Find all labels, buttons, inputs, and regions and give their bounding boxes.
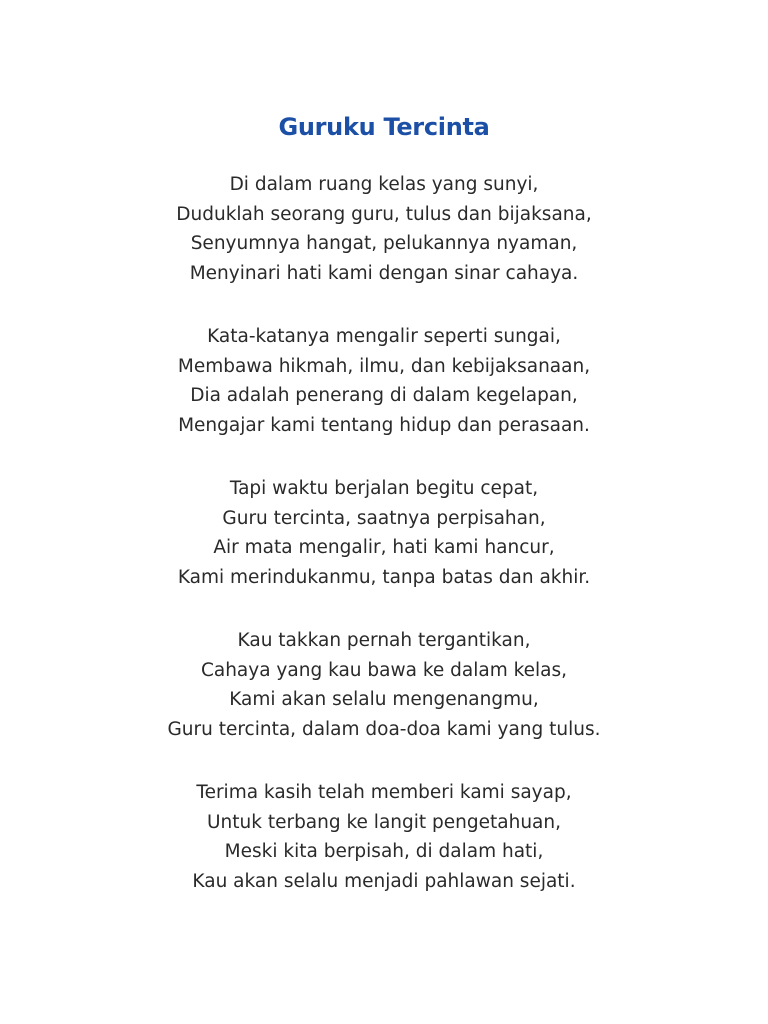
poem-line: Di dalam ruang kelas yang sunyi, (229, 174, 539, 195)
stanza-2 (0, 322, 768, 440)
poem-line: Air mata mengalir, hati kami hancur, (213, 537, 555, 558)
stanza-4 (0, 626, 768, 744)
poem-line: Tapi waktu berjalan begitu cepat, (229, 478, 539, 499)
poem-line: Kami merindukanmu, tanpa batas dan akhir. (177, 566, 591, 588)
poem-line: Kau takkan pernah tergantikan, (237, 630, 531, 651)
poem-body (0, 170, 768, 930)
stanza-5 (0, 778, 768, 896)
poem-line: Mengajar kami tentang hidup dan perasaan. (178, 414, 590, 436)
poem-line: Kami akan selalu mengenangmu, (229, 689, 539, 710)
poem-line: Senyumnya hangat, pelukannya nyaman, (190, 233, 578, 254)
stanza-1 (0, 170, 768, 288)
stanza-3 (0, 474, 768, 592)
poem-line: Terima kasih telah memberi kami sayap, (196, 782, 572, 803)
poem-line: Menyinari hati kami dengan sinar cahaya. (189, 262, 579, 284)
poem-line: Guru tercinta, dalam doa-doa kami yang tulus. (167, 718, 601, 740)
poem-line: Kau akan selalu menjadi pahlawan sejati. (192, 870, 576, 892)
poem-line: Untuk terbang ke langit pengetahuan, (206, 811, 561, 833)
poem-line: Duduklah seorang guru, tulus dan bijaksana, (176, 203, 592, 225)
poem-line: Guru tercinta, saatnya perpisahan, (222, 507, 546, 529)
poem-line: Dia adalah penerang di dalam kegelapan, (190, 385, 578, 406)
poem-line: Cahaya yang kau bawa ke dalam kelas, (200, 659, 568, 681)
poem-line: Membawa hikmah, ilmu, dan kebijaksanaan, (177, 355, 591, 377)
poem-title: Guruku Tercinta (278, 113, 490, 142)
poem-line: Meski kita berpisah, di dalam hati, (224, 841, 544, 862)
poem-line: Kata-katanya mengalir seperti sungai, (207, 326, 561, 347)
